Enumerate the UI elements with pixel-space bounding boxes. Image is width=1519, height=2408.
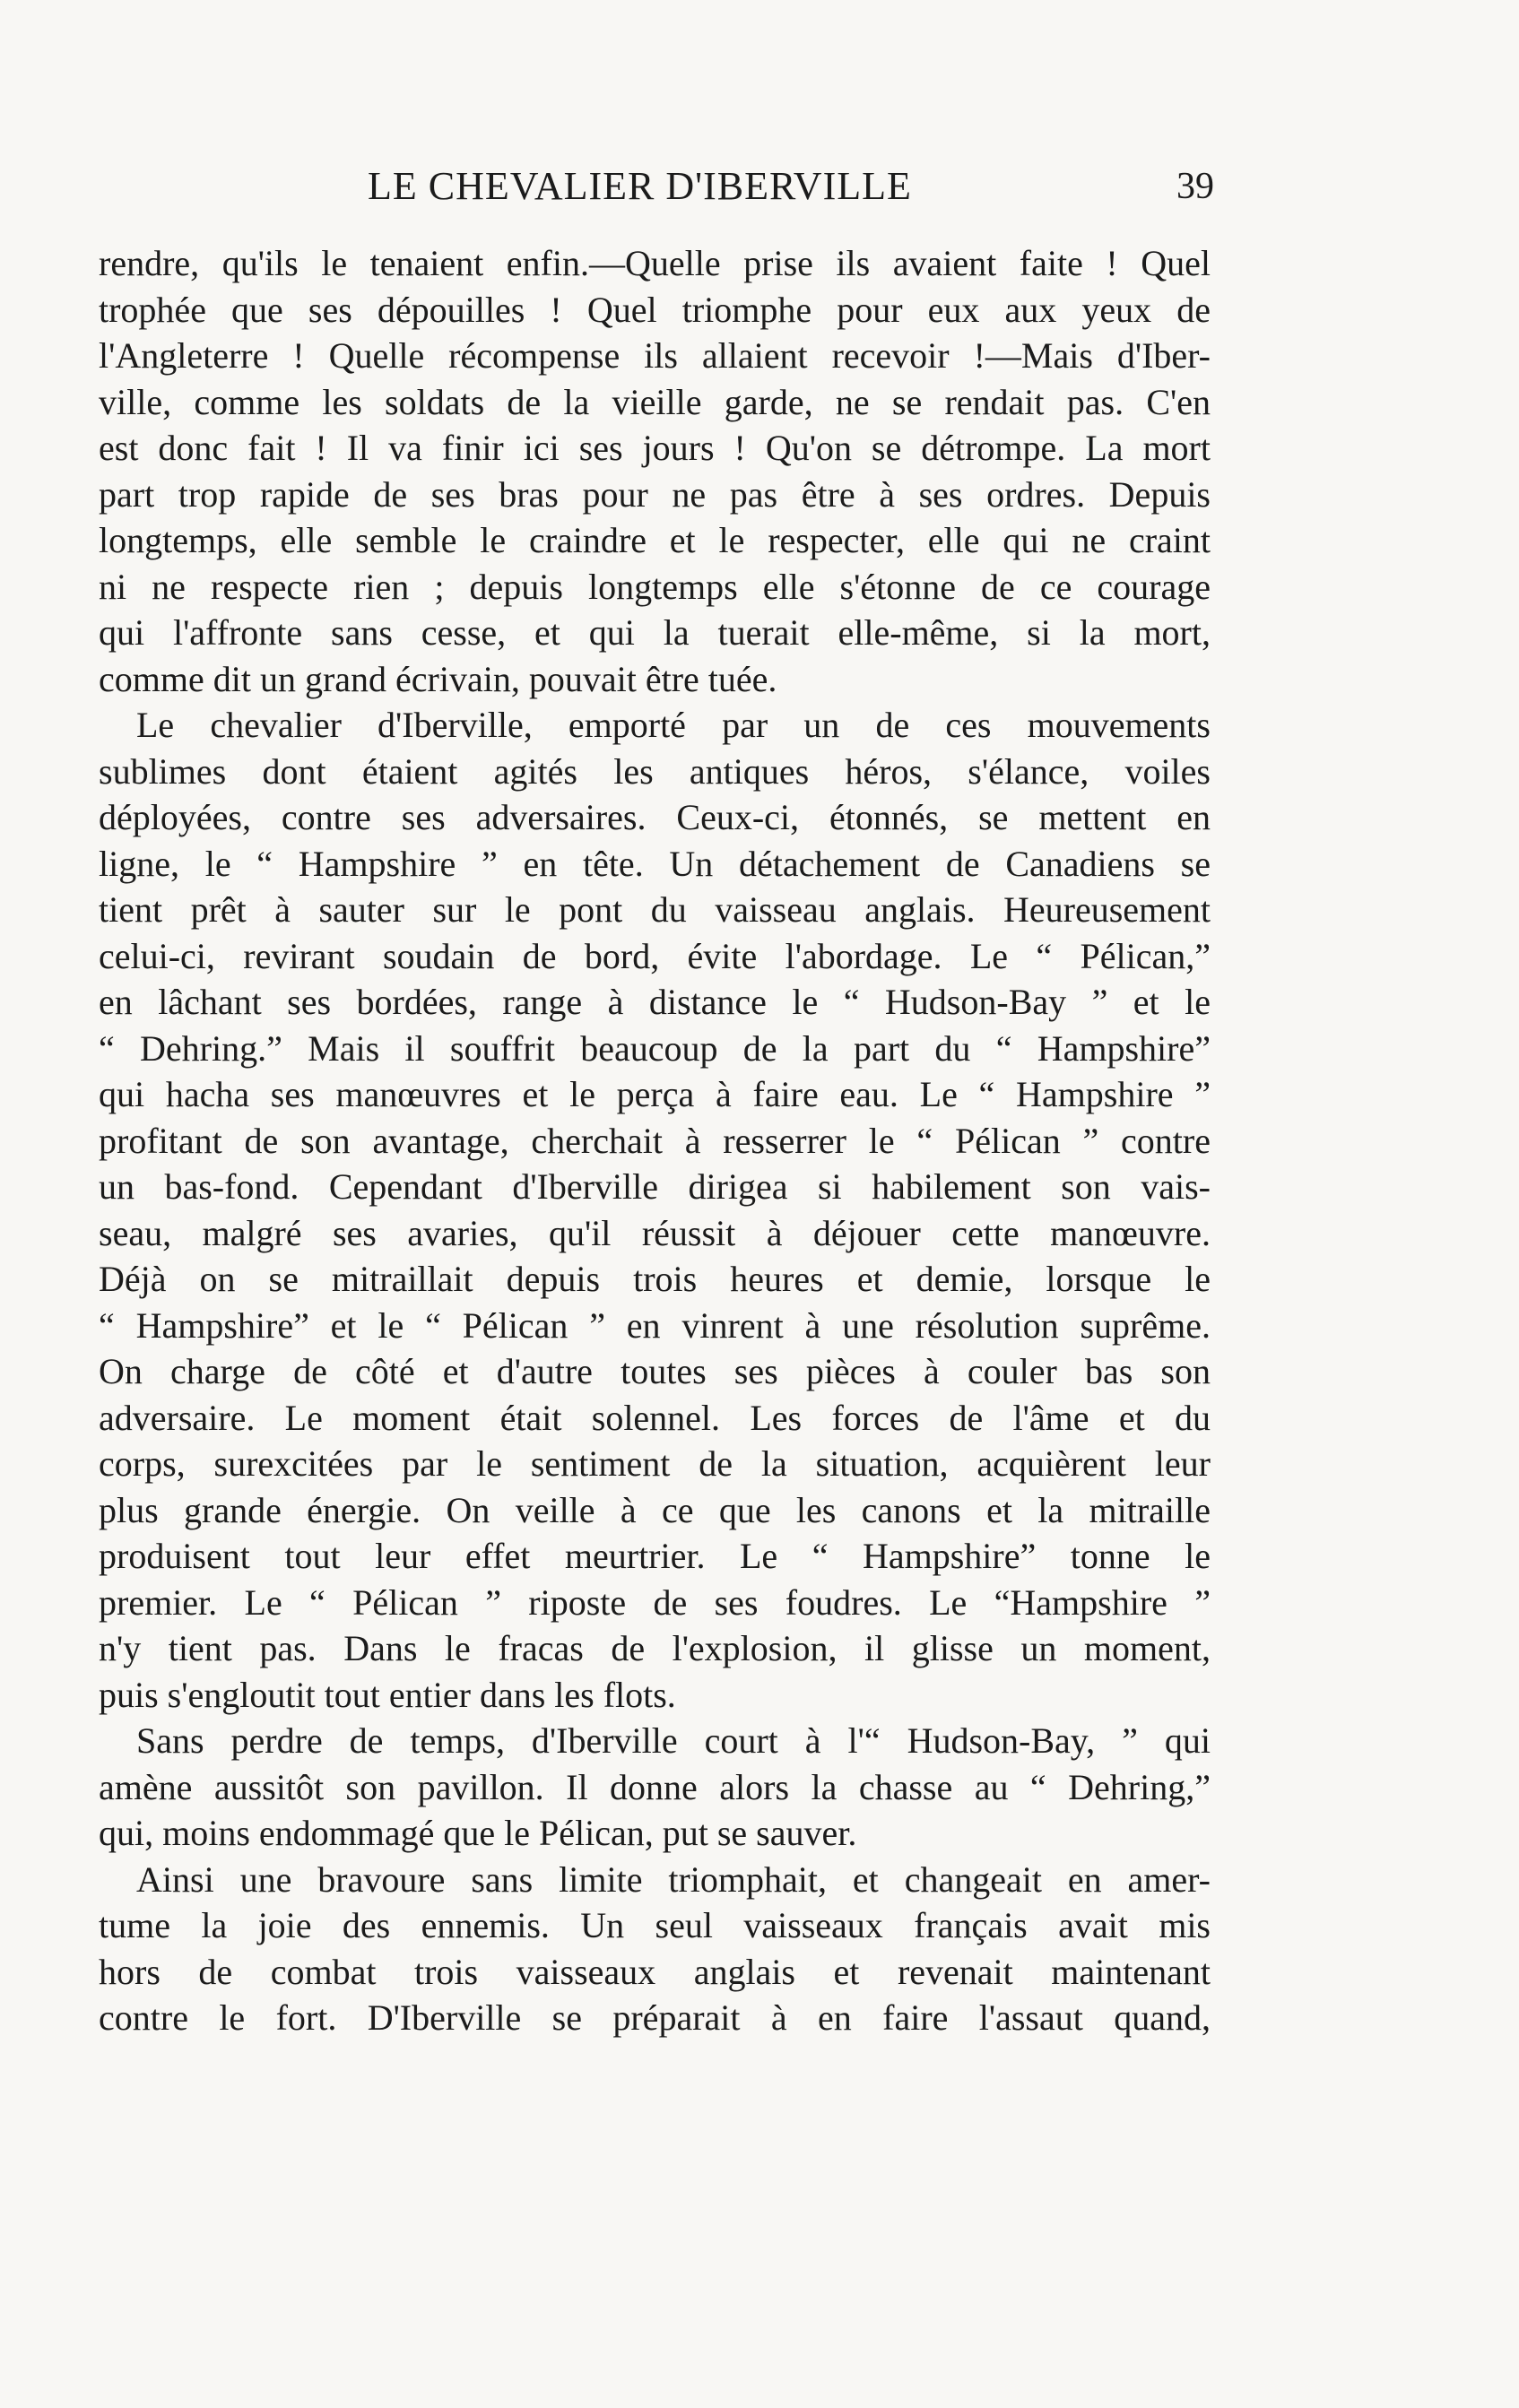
paragraph: [99, 240, 1211, 702]
text-line: comme dit un grand écrivain, pouvait être tuée.: [99, 658, 777, 699]
text-line: “ Dehring.” Mais il souffrit beaucoup de la part du “ Hampshire”: [99, 1027, 1211, 1069]
running-title: LE CHEVALIER D'IBERVILLE: [368, 164, 912, 208]
text-line: longtemps, elle semble le craindre et le respecter, elle qui ne craint: [99, 520, 1211, 560]
text-line: qui l'affronte sans cesse, et qui la tuerait elle-même, si la mort,: [99, 612, 1211, 653]
text-line: adversaire. Le moment était solennel. Les forces de l'âme et du: [99, 1397, 1211, 1438]
text-line: qui hacha ses manœuvres et le perça à faire eau. Le “ Hampshire ”: [99, 1074, 1211, 1114]
text-line: premier. Le “ Pélican ” riposte de ses foudres. Le “Hampshire ”: [99, 1581, 1211, 1623]
text-line: puis s'engloutit tout entier dans les flots.: [99, 1674, 676, 1715]
text-line: l'Angleterre ! Quelle récompense ils allaient recevoir !—Mais d'Iber-: [99, 335, 1211, 376]
text-line: Sans perdre de temps, d'Iberville court à l'“ Hudson-Bay, ” qui: [136, 1720, 1211, 1761]
page-number: 39: [1176, 166, 1214, 207]
text-line: contre le fort. D'Iberville se préparait à en faire l'assaut quand,: [99, 1997, 1211, 2038]
text-line: ligne, le “ Hampshire ” en tête. Un détachement de Canadiens se: [99, 843, 1211, 884]
text-line: en lâchant ses bordées, range à distance le “ Hudson-Bay ” et le: [99, 982, 1211, 1022]
text-line: seau, malgré ses avaries, qu'il réussit à déjouer cette manœuvre.: [99, 1212, 1211, 1253]
text-line: rendre, qu'ils le tenaient enfin.—Quelle prise ils avaient faite ! Quel: [99, 243, 1211, 283]
paragraph: [99, 702, 1211, 1718]
text-line: trophée que ses dépouilles ! Quel triomphe pour eux aux yeux de: [99, 289, 1211, 330]
text-line: plus grande énergie. On veille à ce que les canons et la mitraille: [99, 1489, 1211, 1530]
text-line: “ Hampshire” et le “ Pélican ” en vinrent à une résolution suprême.: [99, 1304, 1211, 1346]
text-line: n'y tient pas. Dans le fracas de l'explosion, il glisse un moment,: [99, 1628, 1211, 1668]
text-line: est donc fait ! Il va finir ici ses jours ! Qu'on se détrompe. La mort: [99, 428, 1211, 468]
text-line: produisent tout leur effet meurtrier. Le “ Hampshire” tonne le: [99, 1536, 1211, 1576]
text-line: part trop rapide de ses bras pour ne pas être à ses ordres. Depuis: [99, 473, 1211, 515]
text-line: Déjà on se mitraillait depuis trois heures et demie, lorsque le: [99, 1259, 1211, 1299]
text-line: tient prêt à sauter sur le pont du vaisseau anglais. Heureusement: [99, 889, 1211, 930]
text-line: Ainsi une bravoure sans limite triomphait, et changeait en amer-: [136, 1858, 1211, 1900]
paragraph: [99, 1718, 1211, 1857]
running-head: [99, 163, 1214, 217]
text-line: ni ne respecte rien ; depuis longtemps elle s'étonne de ce courage: [99, 566, 1211, 607]
text-line: hors de combat trois vaisseaux anglais et revenait maintenant: [99, 1951, 1211, 1992]
text-line: profitant de son avantage, cherchait à resserrer le “ Pélican ” contre: [99, 1120, 1211, 1161]
text-line: tume la joie des ennemis. Un seul vaisseaux français avait mis: [99, 1905, 1211, 1945]
text-line: un bas-fond. Cependant d'Iberville dirigea si habilement son vais-: [99, 1166, 1211, 1207]
body-text: [99, 240, 1211, 2041]
paragraph: [99, 1857, 1211, 2041]
text-line: sublimes dont étaient agités les antiques héros, s'élance, voiles: [99, 750, 1211, 792]
text-line: On charge de côté et d'autre toutes ses pièces à couler bas son: [99, 1351, 1211, 1391]
text-line: déployées, contre ses adversaires. Ceux-ci, étonnés, se mettent en: [99, 797, 1211, 837]
text-line: ville, comme les soldats de la vieille garde, ne se rendait pas. C'en: [99, 381, 1211, 422]
text-line: qui, moins endommagé que le Pélican, put se sauver.: [99, 1813, 857, 1853]
text-line: amène aussitôt son pavillon. Il donne alors la chasse au “ Dehring,”: [99, 1766, 1211, 1807]
text-line: celui-ci, revirant soudain de bord, évite l'abordage. Le “ Pélican,”: [99, 935, 1211, 976]
text-line: Le chevalier d'Iberville, emporté par un de ces mouvements: [136, 705, 1211, 745]
text-line: corps, surexcitées par le sentiment de la situation, acquièrent leur: [99, 1443, 1211, 1484]
